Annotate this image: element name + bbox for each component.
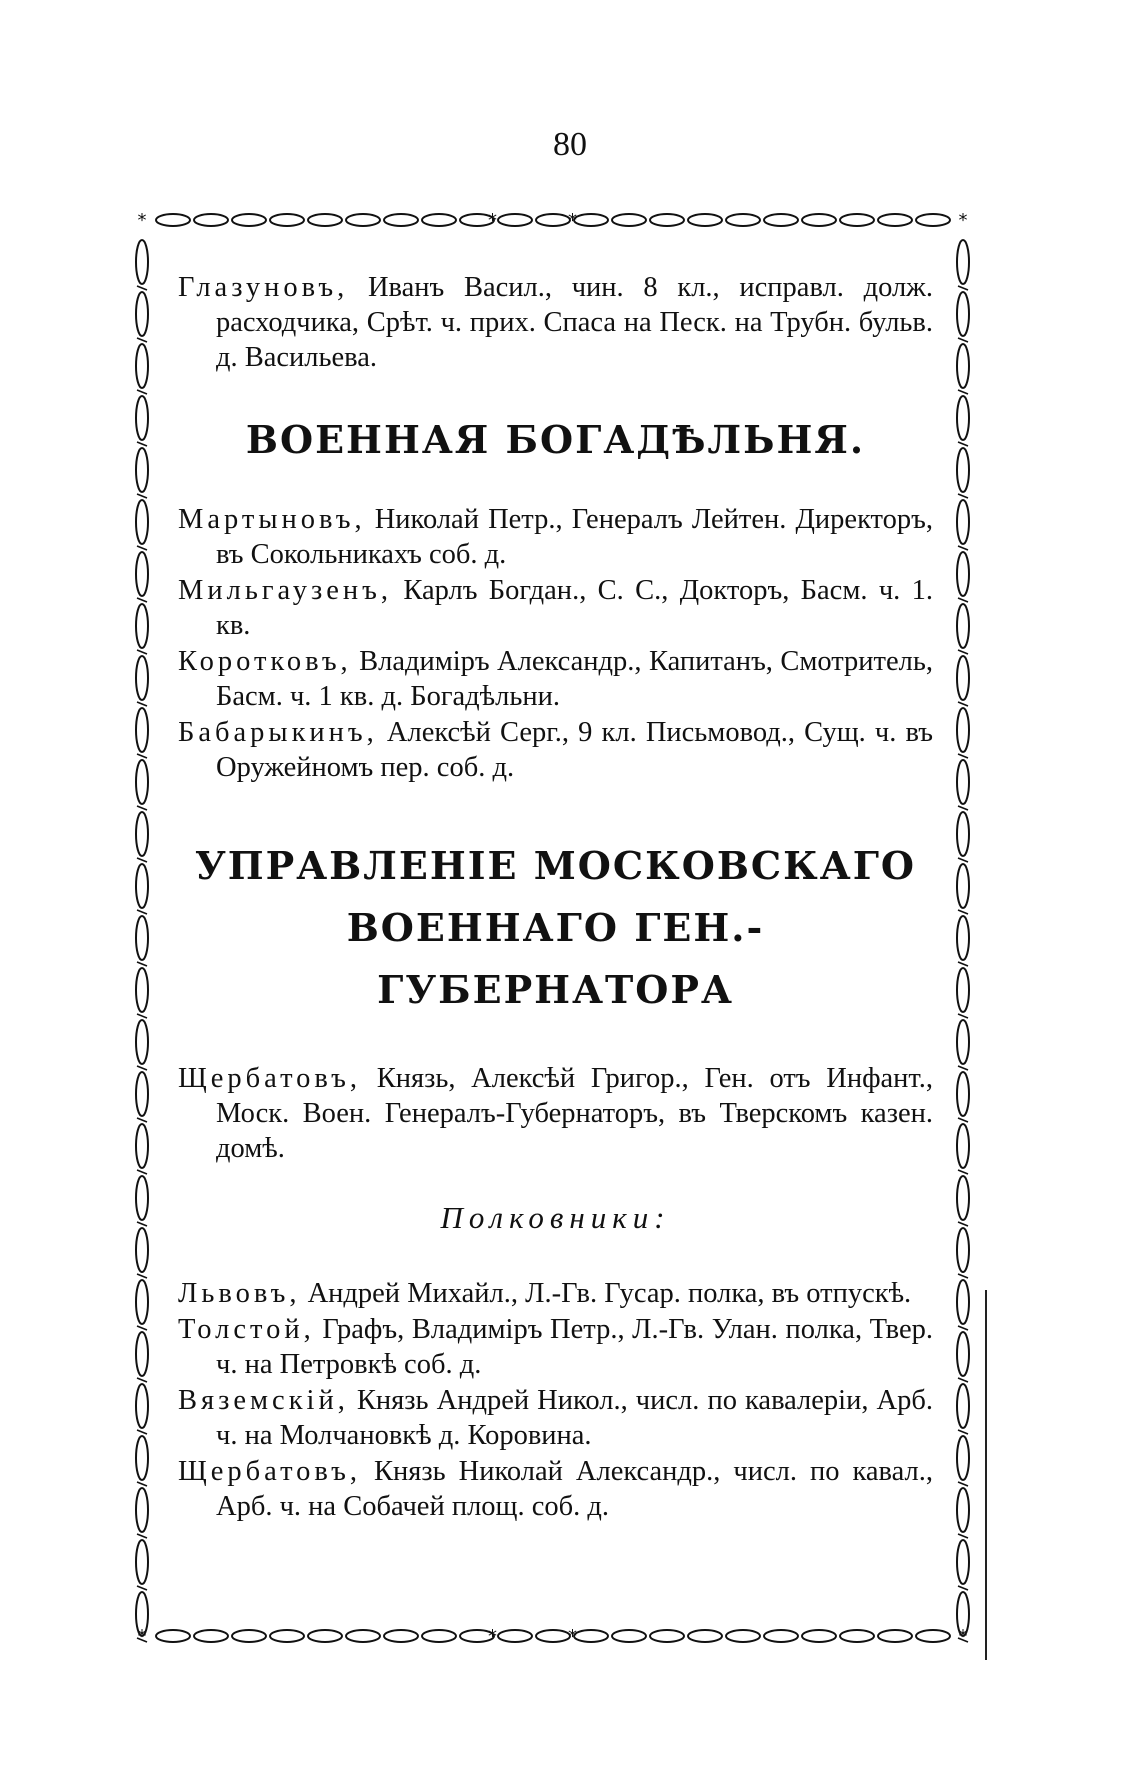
border-link (957, 1540, 969, 1584)
entry-text: Николай Петр., Генералъ Лейтен. Директоръ, въ Сокольникахъ соб. д. (216, 504, 933, 570)
entry-text: Князь Николай Александр., числ. по кавал., Арб. ч. на Собачей площ. соб. д. (216, 1456, 933, 1522)
border-link (270, 1630, 304, 1642)
border-link (957, 1072, 969, 1116)
border-link (136, 448, 148, 492)
border-link (136, 240, 148, 284)
border-link (957, 1020, 969, 1064)
border-link (136, 708, 148, 752)
border-link (232, 1630, 266, 1642)
border-link (957, 604, 969, 648)
entry-text: Андрей Михайл., Л.-Гв. Гусар. полка, въ отпускѣ. (300, 1278, 912, 1309)
border-link (156, 1630, 190, 1642)
border-link (957, 448, 969, 492)
border-link (136, 968, 148, 1012)
border-link (384, 1630, 418, 1642)
border-link (137, 1222, 147, 1226)
border-link (136, 1332, 148, 1376)
border-link (137, 1118, 147, 1122)
border-link (574, 1630, 608, 1642)
list-item (178, 1312, 933, 1382)
entry-surname: Толстой, (178, 1314, 315, 1345)
border-link (957, 760, 969, 804)
border-link (136, 344, 148, 388)
border-link (650, 214, 684, 226)
border-link (136, 1020, 148, 1064)
border-link (688, 214, 722, 226)
entry-text: Иванъ Васил., чин. 8 кл., исправл. долж. расходчика, Срѣт. ч. прих. Спаса на Песк. на Трубн. бульв. д. Васильева. (216, 272, 933, 373)
entry-surname: Щербатовъ, (178, 1063, 362, 1094)
border-link (958, 494, 968, 498)
border-link (958, 1066, 968, 1070)
border-link: * (488, 210, 497, 231)
border-link (137, 702, 147, 706)
border-link (957, 1332, 969, 1376)
border-link (958, 962, 968, 966)
border-link (270, 214, 304, 226)
border-link (498, 1630, 532, 1642)
border-link (137, 494, 147, 498)
border-link (650, 1630, 684, 1642)
border-link (958, 286, 968, 290)
entry-surname: Мартыновъ, (178, 504, 366, 535)
border-link (137, 598, 147, 602)
border-link (958, 546, 968, 550)
border-link (957, 708, 969, 752)
border-link (726, 214, 760, 226)
border-link (957, 344, 969, 388)
scan-margin-line (985, 1290, 987, 1660)
border-link (957, 864, 969, 908)
border-link (958, 1378, 968, 1382)
entry-surname: Мильгаузенъ, (178, 575, 392, 606)
border-link (958, 390, 968, 394)
border-link (916, 214, 950, 226)
border-link (194, 214, 228, 226)
section-title-upravlenie (178, 835, 933, 1021)
border-link (574, 214, 608, 226)
border-link (840, 1630, 874, 1642)
list-item (178, 1454, 933, 1524)
border-link (957, 240, 969, 284)
border-link (137, 1586, 147, 1590)
subheading-polkovniki: Полковники: (440, 1200, 671, 1235)
border-link (137, 390, 147, 394)
border-link (957, 1124, 969, 1168)
border-link (137, 1326, 147, 1330)
border-link (232, 214, 266, 226)
border-link (958, 650, 968, 654)
entry-text: Графъ, Владимiръ Петр., Л.-Гв. Улан. полка, Твер. ч. на Петровкѣ соб. д. (216, 1314, 933, 1380)
border-link (958, 1274, 968, 1278)
border-link (958, 806, 968, 810)
border-link (137, 910, 147, 914)
border-link (958, 1430, 968, 1434)
border-link: * (488, 1626, 497, 1647)
entry-surname: Львовъ, (178, 1278, 301, 1309)
border-link (136, 396, 148, 440)
border-link (957, 396, 969, 440)
border-link (156, 214, 190, 226)
border-link (957, 916, 969, 960)
list-item (178, 644, 933, 714)
border-link (878, 214, 912, 226)
border-link (957, 1280, 969, 1324)
border-link (958, 338, 968, 342)
border-link (958, 910, 968, 914)
border-link (958, 1586, 968, 1590)
border-link (136, 916, 148, 960)
border-link (688, 1630, 722, 1642)
border-link (958, 702, 968, 706)
border-link (498, 214, 532, 226)
border-link (137, 1014, 147, 1018)
border-link (136, 656, 148, 700)
entry-text: Владимiръ Александр., Капитанъ, Смотритель, Басм. ч. 1 кв. д. Богадѣльни. (216, 646, 933, 712)
border-link (136, 292, 148, 336)
border-link (422, 214, 456, 226)
border-link (136, 812, 148, 856)
border-link (957, 812, 969, 856)
border-link (957, 292, 969, 336)
list-item (178, 502, 933, 572)
page-content (178, 270, 933, 1525)
border-link (958, 1326, 968, 1330)
entry-surname: Вяземскiй, (178, 1385, 349, 1416)
border-link (612, 1630, 646, 1642)
border-link (136, 1280, 148, 1324)
border-link (137, 286, 147, 290)
border-link (136, 760, 148, 804)
list-item (178, 1276, 933, 1311)
border-link (137, 338, 147, 342)
entry-glazunov (178, 270, 933, 375)
border-link (957, 968, 969, 1012)
border-link (957, 1384, 969, 1428)
entry-surname: Глазуновъ, (178, 272, 349, 303)
entry-text: Князь Андрей Никол., числ. по кавалерiи, Арб. ч. на Молчановкѣ д. Коровина. (216, 1385, 933, 1451)
border-link: * (137, 210, 147, 231)
border-link (422, 1630, 456, 1642)
border-link (958, 754, 968, 758)
border-link (137, 858, 147, 862)
border-link (958, 442, 968, 446)
border-link (136, 1384, 148, 1428)
border-link (384, 214, 418, 226)
border-link (136, 1124, 148, 1168)
border-link (137, 806, 147, 810)
border-link (916, 1630, 950, 1642)
border-link (536, 1630, 570, 1642)
border-link (137, 1482, 147, 1486)
border-link (958, 1222, 968, 1226)
border-link (957, 1176, 969, 1220)
border-link (958, 1482, 968, 1486)
list-item (178, 1383, 933, 1453)
section-title-line: УПРАВЛЕНIЕ МОСКОВСКАГО (194, 843, 917, 888)
border-link (802, 214, 836, 226)
border-link (137, 1170, 147, 1174)
border-link (764, 1630, 798, 1642)
border-link (137, 650, 147, 654)
border-link (957, 552, 969, 596)
border-link (957, 1436, 969, 1480)
border-link (137, 1378, 147, 1382)
border-link (136, 1488, 148, 1532)
entry-text: Алексѣй Серг., 9 кл. Письмовод., Сущ. ч. въ Оружейномъ пер. соб. д. (216, 717, 933, 783)
border-link (346, 214, 380, 226)
border-link (958, 1118, 968, 1122)
border-link (957, 1488, 969, 1532)
border-link (136, 1436, 148, 1480)
border-link: * (958, 210, 968, 231)
entry-surname: Щербатовъ, (178, 1456, 362, 1487)
border-link (137, 546, 147, 550)
page-number: 80 (553, 126, 587, 163)
border-link: * (958, 1626, 968, 1647)
border-link (536, 214, 570, 226)
border-link (136, 1072, 148, 1116)
border-link (136, 500, 148, 544)
border-link (308, 214, 342, 226)
border-link (137, 1430, 147, 1434)
border-link (137, 754, 147, 758)
border-link (958, 1014, 968, 1018)
border-link (764, 214, 798, 226)
border-link (878, 1630, 912, 1642)
border-link (957, 656, 969, 700)
border-link (137, 1534, 147, 1538)
list-item (178, 715, 933, 785)
border-link (726, 1630, 760, 1642)
list-item (178, 573, 933, 643)
section-title-line: ВОЕННАГО ГЕН.-ГУБЕРНАТОРА (346, 905, 765, 1012)
border-link (958, 858, 968, 862)
border-link (308, 1630, 342, 1642)
border-link (612, 214, 646, 226)
border-link (346, 1630, 380, 1642)
border-link (840, 214, 874, 226)
entry-shcherbatov-head (178, 1061, 933, 1166)
border-link (957, 1228, 969, 1272)
entry-surname: Бабарыкинъ, (178, 717, 378, 748)
border-link (958, 1534, 968, 1538)
border-link (958, 598, 968, 602)
border-link: * (137, 1626, 147, 1647)
border-link (137, 962, 147, 966)
border-link (136, 1228, 148, 1272)
entry-text: Карлъ Богдан., С. С., Докторъ, Басм. ч. 1. кв. (216, 575, 933, 641)
border-link: * (568, 1626, 577, 1647)
border-link (136, 1176, 148, 1220)
border-link (137, 1274, 147, 1278)
border-link: * (568, 210, 577, 231)
border-link (137, 442, 147, 446)
border-link (802, 1630, 836, 1642)
border-link (136, 552, 148, 596)
border-link (136, 864, 148, 908)
entry-surname: Коротковъ, (178, 646, 352, 677)
border-link (137, 1066, 147, 1070)
border-link (136, 604, 148, 648)
entry-text: Князь, Алексѣй Григор., Ген. отъ Инфант., Моск. Воен. Генералъ-Губернаторъ, въ Тверскомъ казен. домѣ. (216, 1063, 933, 1164)
section-title-bogadelnya: ВОЕННАЯ БОГАДѢЛЬНЯ. (245, 417, 866, 462)
border-link (194, 1630, 228, 1642)
border-link (958, 1170, 968, 1174)
border-link (136, 1540, 148, 1584)
border-link (957, 500, 969, 544)
